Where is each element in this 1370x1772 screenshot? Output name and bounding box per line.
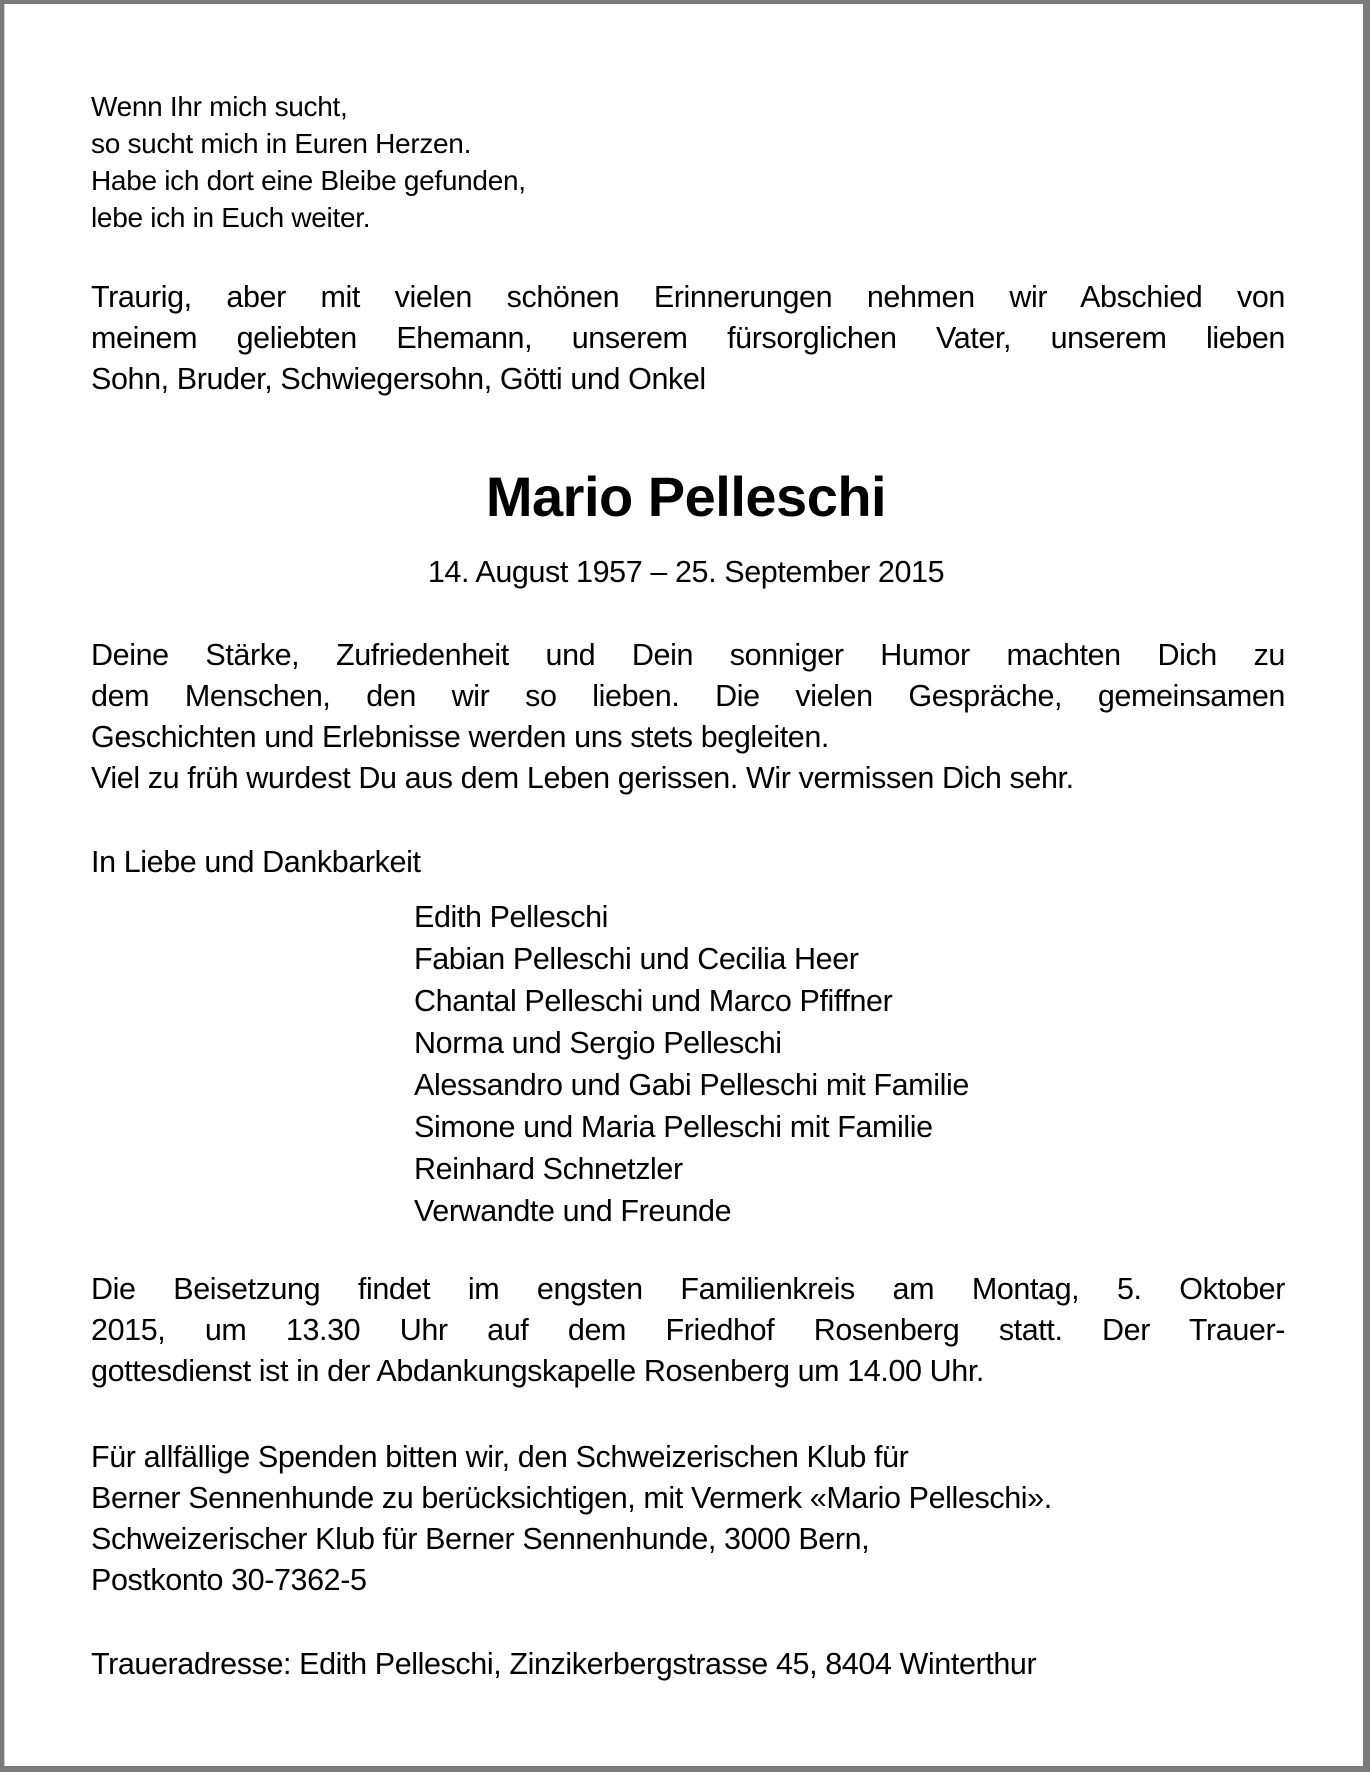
closing-line: In Liebe und Dankbarkeit xyxy=(91,845,421,879)
mourner: Norma und Sergio Pelleschi xyxy=(414,1026,782,1060)
funeral-line: gottesdienst ist in der Abdankungskapelle Rosenberg um 14.00 Uhr. xyxy=(91,1354,984,1388)
poem-line: Habe ich dort eine Bleibe gefunden, xyxy=(91,165,526,196)
mourner: Chantal Pelleschi und Marco Pfiffner xyxy=(414,984,893,1018)
poem-line: lebe ich in Euch weiter. xyxy=(91,202,371,233)
donations-line: Für allfällige Spenden bitten wir, den Schweizerischen Klub für xyxy=(91,1440,909,1474)
tribute-line: Geschichten und Erlebnisse werden uns stets begleiten. xyxy=(91,720,829,754)
obituary-page xyxy=(4,4,1363,1766)
donations-line: Berner Sennenhunde zu berücksichtigen, mit Vermerk «Mario Pelleschi». xyxy=(91,1481,1052,1515)
mourner: Reinhard Schnetzler xyxy=(414,1152,683,1186)
donations-line: Postkonto 30-7362-5 xyxy=(91,1563,367,1597)
mourner: Verwandte und Freunde xyxy=(414,1194,732,1228)
deceased-name: Mario Pelleschi xyxy=(485,465,887,528)
funeral-line: 2015, um 13.30 Uhr auf dem Friedhof Rosenberg statt. Der Trauer- xyxy=(91,1313,1285,1347)
mourner: Simone und Maria Pelleschi mit Familie xyxy=(414,1110,933,1144)
mourners-list xyxy=(414,896,969,1232)
mourner: Alessandro und Gabi Pelleschi mit Familie xyxy=(414,1068,969,1102)
funeral-paragraph xyxy=(91,1269,1285,1392)
intro-line: Traurig, aber mit vielen schönen Erinnerungen nehmen wir Abschied von xyxy=(91,280,1285,314)
intro-paragraph xyxy=(91,277,1285,400)
mourning-address: Traueradresse: Edith Pelleschi, Zinzikerbergstrasse 45, 8404 Winterthur xyxy=(91,1647,1037,1681)
tribute-line: dem Menschen, den wir so lieben. Die vielen Gespräche, gemeinsamen xyxy=(91,679,1285,713)
intro-line: Sohn, Bruder, Schwiegersohn, Götti und Onkel xyxy=(91,362,706,396)
poem-line: so sucht mich in Euren Herzen. xyxy=(91,128,472,159)
tribute-line: Deine Stärke, Zufriedenheit und Dein sonniger Humor machten Dich zu xyxy=(91,638,1285,672)
donations-line: Schweizerischer Klub für Berner Sennenhunde, 3000 Bern, xyxy=(91,1522,870,1556)
life-dates: 14. August 1957 – 25. September 2015 xyxy=(427,555,945,589)
mourner: Fabian Pelleschi und Cecilia Heer xyxy=(414,942,859,976)
tribute-line: Viel zu früh wurdest Du aus dem Leben gerissen. Wir vermissen Dich sehr. xyxy=(91,761,1074,795)
donations-paragraph xyxy=(91,1437,1285,1601)
funeral-line: Die Beisetzung findet im engsten Familienkreis am Montag, 5. Oktober xyxy=(91,1272,1285,1306)
tribute-paragraph xyxy=(91,635,1285,799)
poem xyxy=(91,88,1285,236)
mourner: Edith Pelleschi xyxy=(414,900,609,934)
intro-line: meinem geliebten Ehemann, unserem fürsorglichen Vater, unserem lieben xyxy=(91,321,1285,355)
poem-line: Wenn Ihr mich sucht, xyxy=(91,91,348,122)
